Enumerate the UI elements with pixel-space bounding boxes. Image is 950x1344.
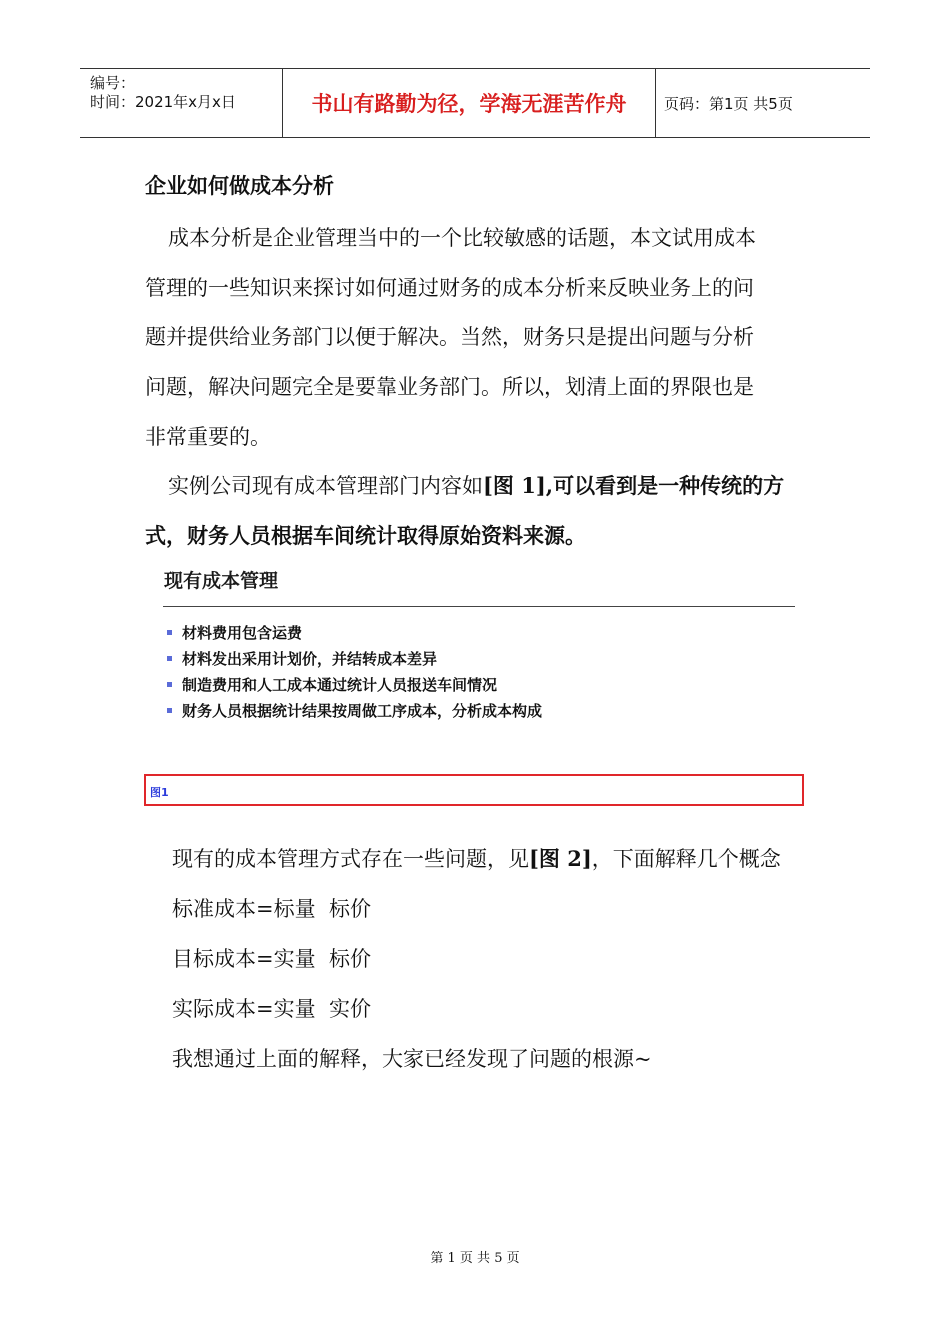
definition-standard-cost: 标准成本=标量 标价 [172,897,371,921]
header-page-info: 页码：第1页 共5页 [664,94,793,113]
text-normal: 实例公司现有成本管理部门内容如 [168,474,483,498]
text-line: 式，财务人员根据车间统计取得原始资料来源。 [145,523,586,548]
list-item-text: 制造费用和人工成本通过统计人员报送车间情况 [182,676,498,694]
bullet-icon [167,682,172,687]
page-header [80,68,870,138]
text-normal: 现有的成本管理方式存在一些问题，见 [172,847,529,871]
text-normal: ，下面解释几个概念 [591,847,781,871]
header-meta-cell [80,69,282,137]
bullet-icon [167,708,172,713]
figure-title: 现有成本管理 [164,570,279,592]
bullet-icon [167,656,172,661]
page-footer: 第 1 页 共 5 页 [430,1251,520,1266]
list-item [166,700,542,726]
figure-caption-box [144,774,804,806]
list-item-text: 材料发出采用计划价，并结转成本差异 [182,650,438,668]
figure-divider [163,606,795,607]
figure-caption: 图1 [150,786,169,799]
bullet-icon [167,630,172,635]
list-item [166,648,542,674]
text-line: 管理的一些知识来探讨如何通过财务的成本分析来反映业务上的问 [145,276,754,300]
list-item-text: 财务人员根据统计结果按周做工序成本，分析成本构成 [182,702,543,720]
text-bold: [图 1],可以看到是一种传统的方 [483,473,785,498]
text-line [168,470,784,500]
text-line: 题并提供给业务部门以便于解决。当然，财务只是提出问题与分析 [145,325,754,349]
text-line: 非常重要的。 [145,425,271,449]
text-bold: [图 2] [529,846,592,871]
text-line: 成本分析是企业管理当中的一个比较敏感的话题，本文试用成本 [168,226,756,250]
definition-target-cost: 目标成本=实量 标价 [172,947,371,971]
text-line: 问题，解决问题完全是要靠业务部门。所以，划清上面的界限也是 [145,375,754,399]
list-item [166,622,542,648]
figure-list [166,622,542,726]
list-item-text: 材料费用包含运费 [182,624,303,642]
closing-sentence: 我想通过上面的解释，大家已经发现了问题的根源~ [172,1047,652,1071]
paragraph-problems [172,843,781,873]
definition-actual-cost: 实际成本=实量 实价 [172,997,371,1021]
article-title: 企业如何做成本分析 [145,173,334,198]
number-label: 编号： [90,74,136,92]
header-motto: 书山有路勤为径，学海无涯苦作舟 [282,69,656,137]
list-item [166,674,542,700]
date-label: 时间：2021年x月x日 [90,93,236,111]
